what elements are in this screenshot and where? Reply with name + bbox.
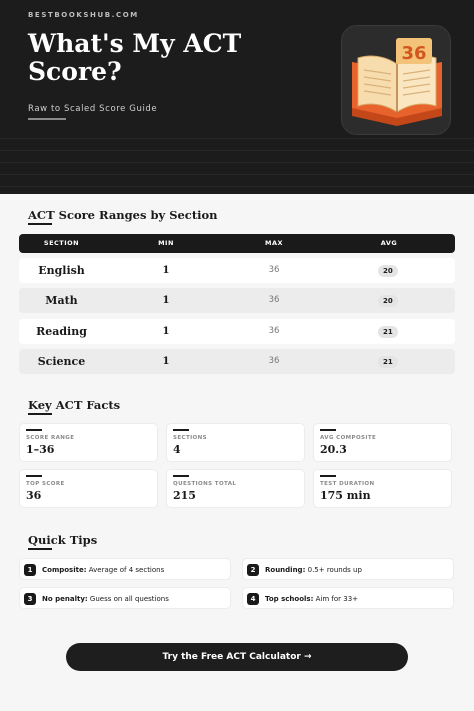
ranges-heading: ACT Score Ranges by Section: [28, 208, 218, 222]
tip-text: Average of 4 sections: [88, 566, 165, 574]
row-section: Reading: [36, 325, 87, 338]
fact-accent-bar: [320, 429, 336, 431]
site-name[interactable]: BESTBOOKSHUB.COM: [28, 11, 139, 19]
row-min: 1: [162, 265, 170, 276]
tip-text: Aim for 33+: [315, 595, 359, 603]
tips-heading: Quick Tips: [28, 533, 98, 547]
table-row: [19, 288, 455, 313]
fact-label: AVG COMPOSITE: [320, 435, 377, 441]
col-avg: AVG: [380, 239, 398, 247]
tip-text: 0.5+ rounds up: [307, 566, 362, 574]
col-min: MIN: [158, 239, 174, 247]
fact-value: 4: [173, 443, 181, 456]
row-min: 1: [162, 356, 170, 367]
tip-item: [19, 558, 231, 580]
tip-title: Rounding:: [265, 566, 306, 574]
fact-card-sections: [166, 423, 305, 462]
hero-texture-line: [0, 186, 474, 187]
row-min: 1: [162, 295, 170, 306]
col-max: MAX: [264, 239, 283, 247]
fact-label: SCORE RANGE: [26, 435, 75, 441]
tip-title: Top schools:: [265, 595, 314, 603]
col-section: SECTION: [43, 239, 80, 247]
fact-label: TEST DURATION: [320, 481, 375, 487]
logo-number: 36: [401, 43, 427, 64]
row-max: 36: [268, 295, 280, 305]
facts-heading-rule: [28, 413, 52, 415]
fact-accent-bar: [26, 429, 42, 431]
facts-heading: Key ACT Facts: [28, 398, 121, 412]
row-min: 1: [162, 326, 170, 337]
calculator-cta-button[interactable]: Try the Free ACT Calculator →: [66, 643, 408, 671]
row-max: 36: [268, 326, 280, 336]
row-section: English: [38, 264, 85, 277]
fact-value: 1–36: [26, 443, 55, 456]
fact-card-score-range: [19, 423, 158, 462]
row-avg-badge: 20: [378, 265, 398, 277]
app-logo: [341, 25, 451, 135]
page-subtitle: Raw to Scaled Score Guide: [28, 104, 158, 114]
hero-texture-line: [0, 150, 474, 151]
table-row: [19, 349, 455, 374]
row-avg-badge: 21: [378, 356, 398, 368]
fact-label: SECTIONS: [173, 435, 207, 441]
tip-item: [242, 587, 454, 609]
ranges-heading-rule: [28, 223, 52, 225]
tip-item: [242, 558, 454, 580]
subtitle-rule: [28, 118, 66, 120]
hero-texture-line: [0, 138, 474, 139]
fact-value: 36: [26, 489, 42, 502]
tip-number-badge: 3: [24, 593, 36, 605]
ranges-table-header: [19, 234, 455, 253]
row-avg-badge: 20: [378, 295, 398, 307]
fact-accent-bar: [26, 475, 42, 477]
tip-number-badge: 4: [247, 593, 259, 605]
table-row: [19, 319, 455, 344]
hero-texture-line: [0, 174, 474, 175]
tip-text: Guess on all questions: [89, 595, 169, 603]
fact-card-questions-total: [166, 469, 305, 508]
fact-card-avg-composite: [313, 423, 452, 462]
hero-texture-line: [0, 162, 474, 163]
tip-title: Composite:: [42, 566, 87, 574]
fact-card-test-duration: [313, 469, 452, 508]
open-book-icon: [342, 26, 452, 136]
row-section: Math: [45, 294, 78, 307]
page-title: What's My ACT Score?: [28, 29, 242, 86]
tip-number-badge: 1: [24, 564, 36, 576]
fact-card-top-score: [19, 469, 158, 508]
tip-title: No penalty:: [42, 595, 88, 603]
tip-item: [19, 587, 231, 609]
fact-value: 215: [173, 489, 196, 502]
row-max: 36: [268, 356, 280, 366]
row-max: 36: [268, 265, 280, 275]
fact-value: 20.3: [320, 443, 347, 456]
row-avg-badge: 21: [378, 326, 398, 338]
fact-accent-bar: [320, 475, 336, 477]
fact-value: 175 min: [320, 489, 371, 502]
fact-label: QUESTIONS TOTAL: [173, 481, 237, 487]
row-section: Science: [37, 355, 86, 368]
fact-label: TOP SCORE: [26, 481, 65, 487]
tip-number-badge: 2: [247, 564, 259, 576]
hero-header: [0, 0, 474, 194]
tips-heading-rule: [28, 548, 52, 550]
fact-accent-bar: [173, 429, 189, 431]
fact-accent-bar: [173, 475, 189, 477]
table-row: [19, 258, 455, 283]
